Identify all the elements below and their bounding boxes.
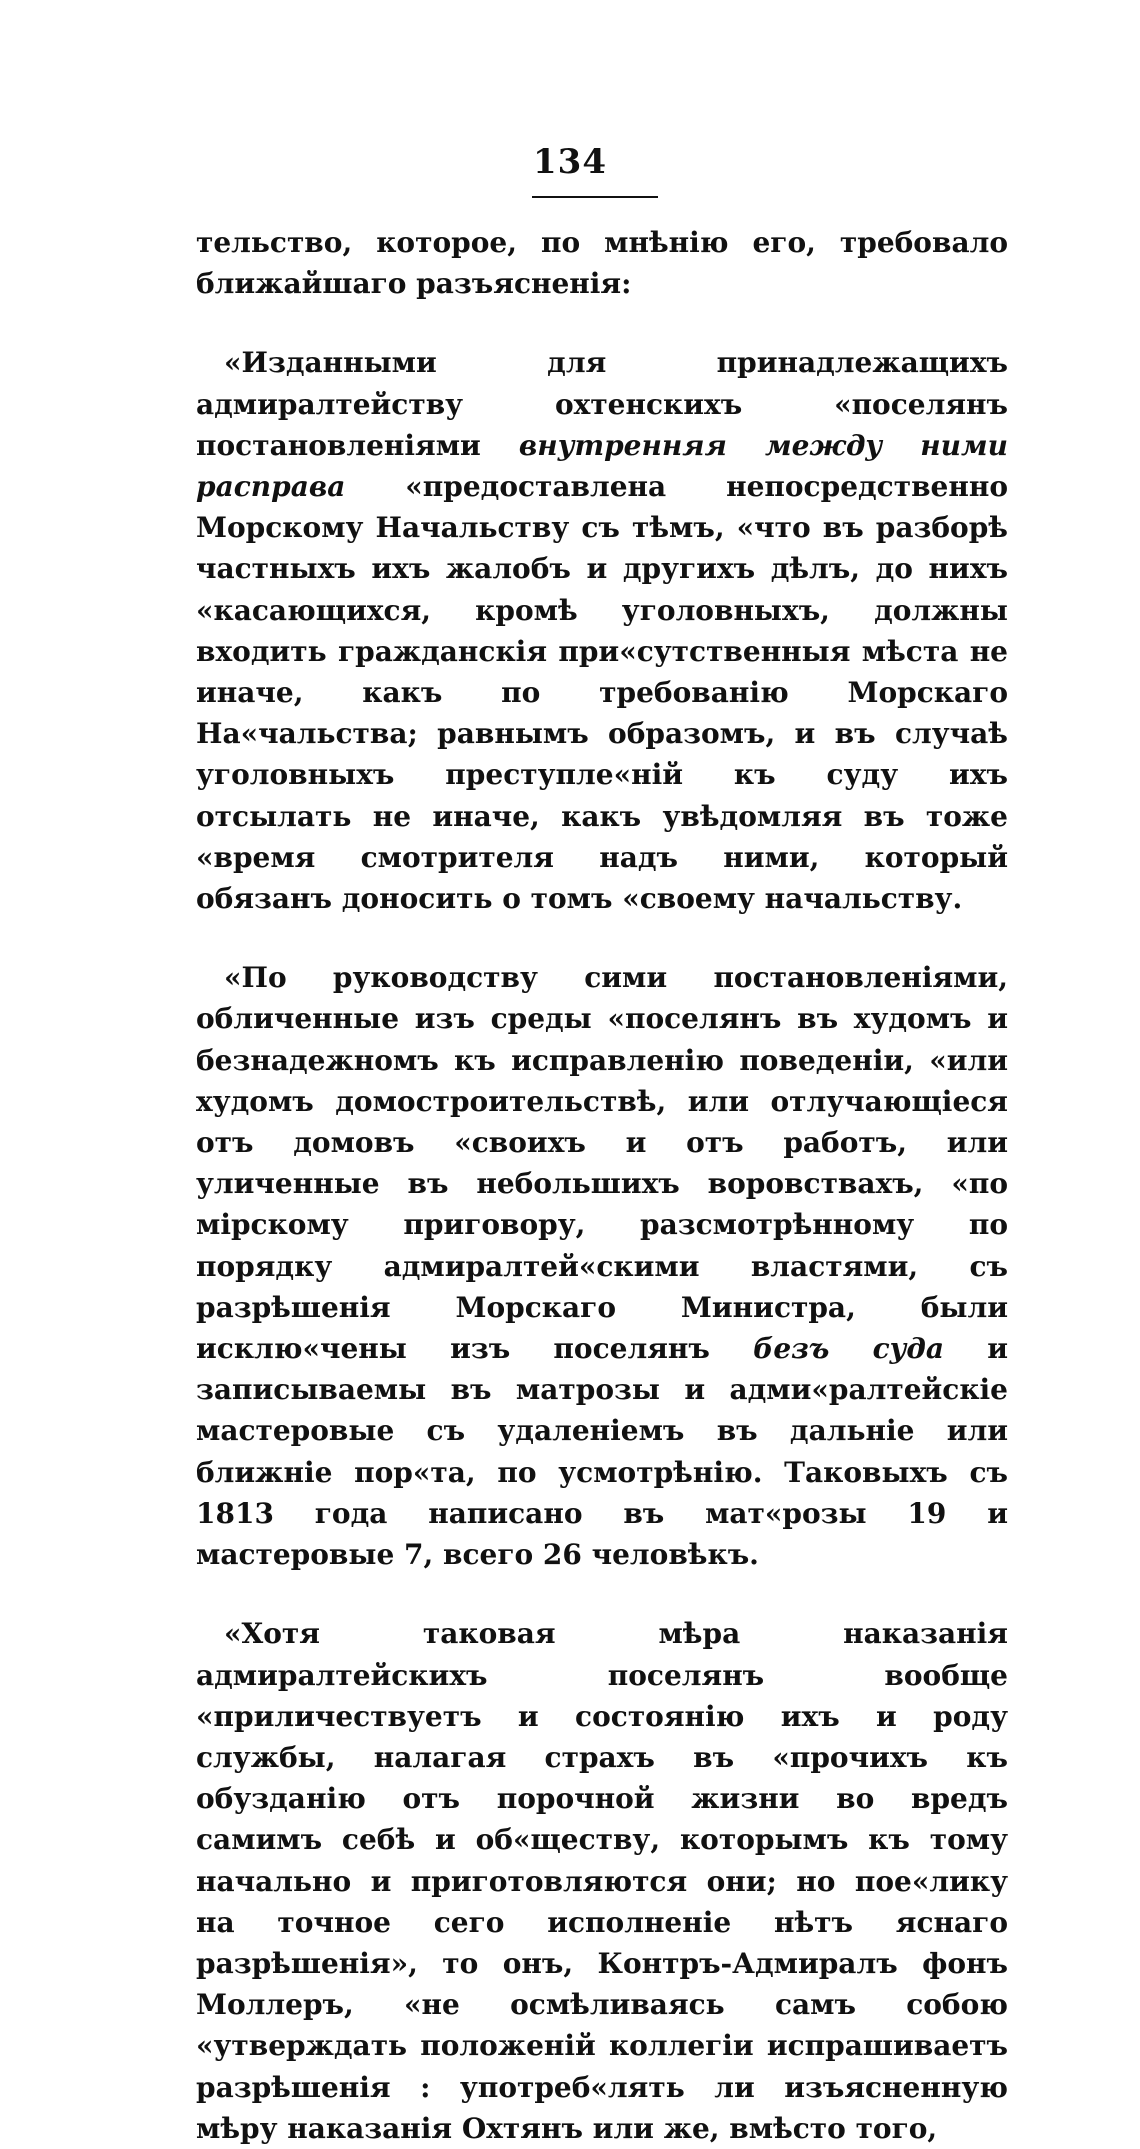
paragraph-continuation (196, 222, 1008, 304)
paragraph-quote-1 (196, 342, 1008, 919)
text-run: «Изданными для принадлежащихъ адмиралтейству охтенскихъ «поселянъ постановленіями (196, 346, 1008, 462)
header-rule (532, 196, 658, 198)
page-number: 134 (533, 142, 607, 182)
italic-run: безъ суда (753, 1332, 945, 1366)
text-run: «предоставлена непосредственно Морскому Начальству съ тѣмъ, «что въ разборѣ частныхъ ихъ жалобъ и другихъ дѣлъ, до нихъ «касающихся, кромѣ уголовныхъ, должны входить гражданскія при«сутственныя мѣста не иначе, какъ по требованію Морскаго На«чальства; равнымъ образомъ, и въ случаѣ уголовныхъ преступле«ній къ суду ихъ отсылать не иначе, какъ увѣдомляя въ тоже «время смотрителя надъ ними, который обязанъ доносить о томъ «своему начальству. (196, 470, 1008, 916)
text-run: и записываемы въ матрозы и адми«ралтейскіе мастеровые съ удаленіемъ въ дальніе или ближніе пор«та, по усмотрѣнію. Таковыхъ съ 1813 года написано въ мат«розы 19 и мастеровые 7, всего 26 человѣкъ. (196, 1332, 1009, 1572)
body-text (196, 222, 1008, 2149)
italic-run: внутренняя между ними расправа (196, 428, 1008, 504)
text-run: «По руководству сими постановленіями, обличенные изъ среды «поселянъ въ худомъ и безнадежномъ къ исправленію поведеніи, «или худомъ домостроительствѣ, или отлучающіеся отъ домовъ «своихъ и отъ работъ, или уличенные въ небольшихъ воровствахъ, «по мірскому приговору, разсмотрѣнному по порядку адмиралтей«скими властями, съ разрѣшенія Морскаго Министра, были исклю«чены изъ поселянъ (196, 961, 1008, 1366)
paragraph-quote-3 (196, 1613, 1008, 2149)
paragraph-quote-2 (196, 957, 1008, 1575)
text-run: тельство, которое, по мнѣнію его, требовало ближайшаго разъясненія: (196, 226, 1008, 301)
text-run: «Хотя таковая мѣра наказанія адмиралтейскихъ поселянъ вообще «приличествуетъ и состоянію ихъ и роду службы, налагая страхъ въ «прочихъ къ обузданію отъ порочной жизни во вредъ самимъ себѣ и об«ществу, которымъ къ тому начально и приготовляются они; но пое«лику на точное сего исполненіе нѣтъ яснаго разрѣшенія», то онъ, Контръ-Адмиралъ фонъ Моллеръ, «не осмѣливаясь самъ собою «утверждать положеній коллегіи испрашиваетъ разрѣшенія : употреб«лять ли изъясненную мѣру наказанія Охтянъ или же, вмѣсто того, (196, 1617, 1008, 2145)
